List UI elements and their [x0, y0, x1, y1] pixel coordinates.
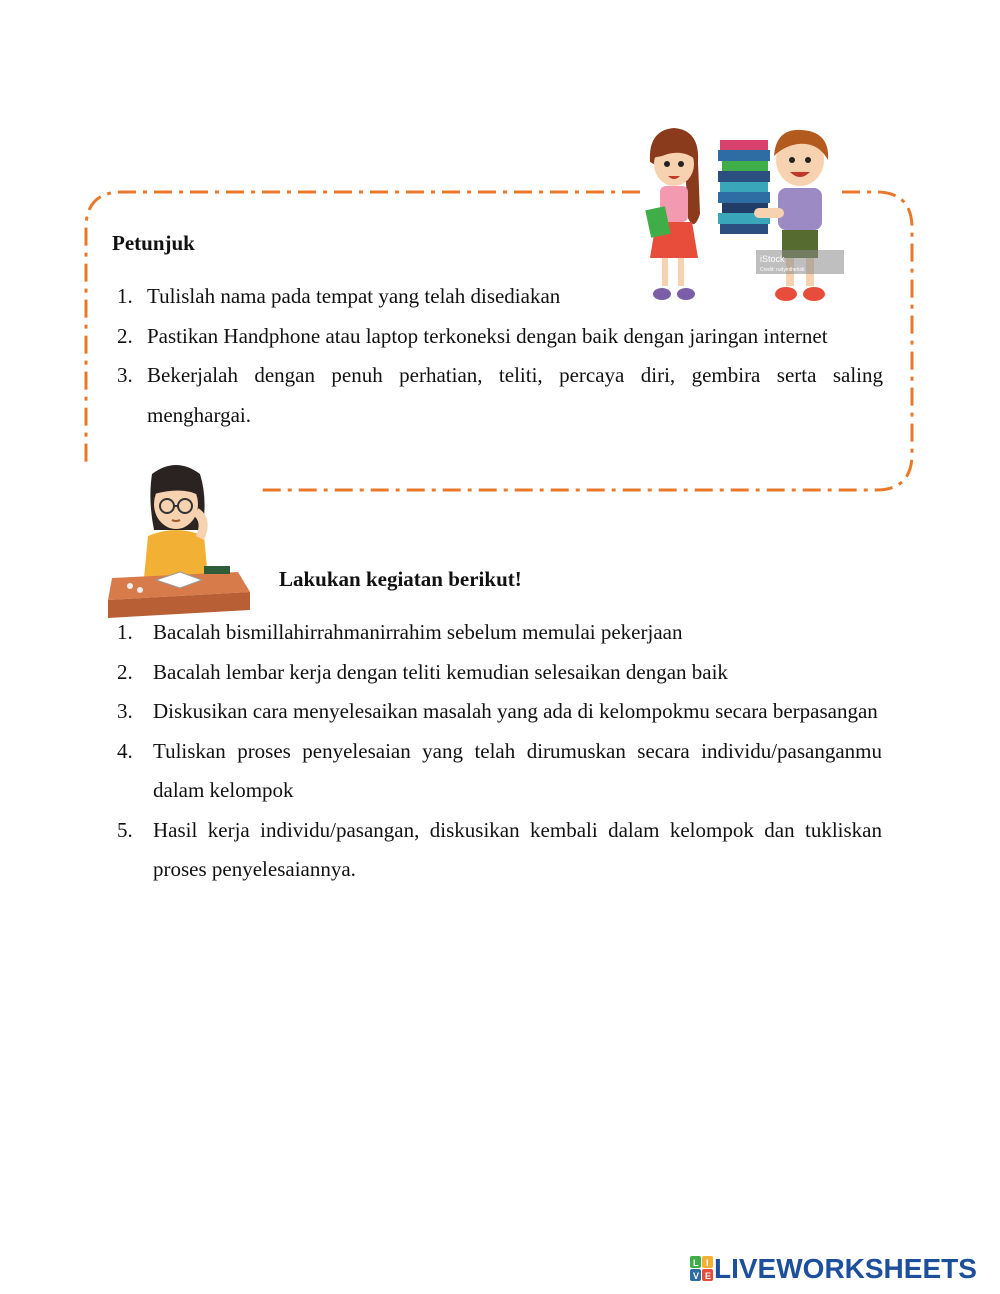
list-item [117, 811, 882, 890]
item-number: 4. [117, 738, 133, 763]
svg-text:L: L [693, 1258, 699, 1268]
item-text: Diskusikan cara menyelesaikan masalah yang ada di kelompokmu secara berpasangan [153, 699, 878, 723]
list-item [117, 732, 882, 811]
petunjuk-title: Petunjuk [112, 231, 195, 255]
petunjuk-list [117, 277, 883, 435]
item-text: Bacalah bismillahirrahmanirrahim sebelum memulai pekerjaan [153, 620, 683, 644]
svg-text:E: E [705, 1271, 712, 1281]
list-item [117, 317, 883, 357]
item-text: Tuliskan proses penyelesaian yang telah dirumuskan secara individu/pasanganmu dalam kelompok [153, 738, 882, 802]
item-number: 1. [117, 620, 133, 644]
item-number: 3. [117, 699, 133, 723]
item-text: Tulislah nama pada tempat yang telah disediakan [147, 284, 561, 308]
list-item [117, 613, 882, 653]
item-number: 3. [117, 363, 133, 387]
item-number: 5. [117, 817, 133, 842]
item-text: Bacalah lembar kerja dengan teliti kemudian selesaikan dengan baik [153, 659, 728, 684]
item-number: 2. [117, 323, 133, 348]
istock-watermark: iStock [760, 254, 785, 264]
item-text: Hasil kerja individu/pasangan, diskusikan kembali dalam kelompok dan tukliskan proses penyelesaiannya. [153, 817, 882, 881]
list-item [117, 692, 882, 732]
kegiatan-list [117, 613, 882, 890]
list-item [117, 356, 883, 435]
istock-credit: Credit: rudyinthehidi [760, 267, 805, 273]
girl-figure [645, 128, 700, 300]
svg-text:I: I [706, 1258, 709, 1268]
liveworksheets-logo[interactable] [690, 1252, 977, 1286]
list-item [117, 277, 883, 317]
svg-text:V: V [693, 1271, 700, 1281]
item-number: 1. [117, 284, 133, 308]
books-stack [718, 140, 770, 234]
live-badge-icon [690, 1256, 714, 1282]
instruction-frame [0, 0, 1000, 520]
girl-studying-illustration [104, 460, 254, 618]
item-number: 2. [117, 659, 133, 684]
logo-text: LIVEWORKSHEETS [714, 1253, 977, 1284]
item-text: Pastikan Handphone atau laptop terkoneksi dengan baik dengan jaringan internet [147, 323, 828, 348]
list-item [117, 653, 882, 693]
item-text: Bekerjalah dengan penuh perhatian, teliti, percaya diri, gembira serta saling menghargai. [147, 363, 883, 427]
kegiatan-title: Lakukan kegiatan berikut! [279, 567, 522, 591]
